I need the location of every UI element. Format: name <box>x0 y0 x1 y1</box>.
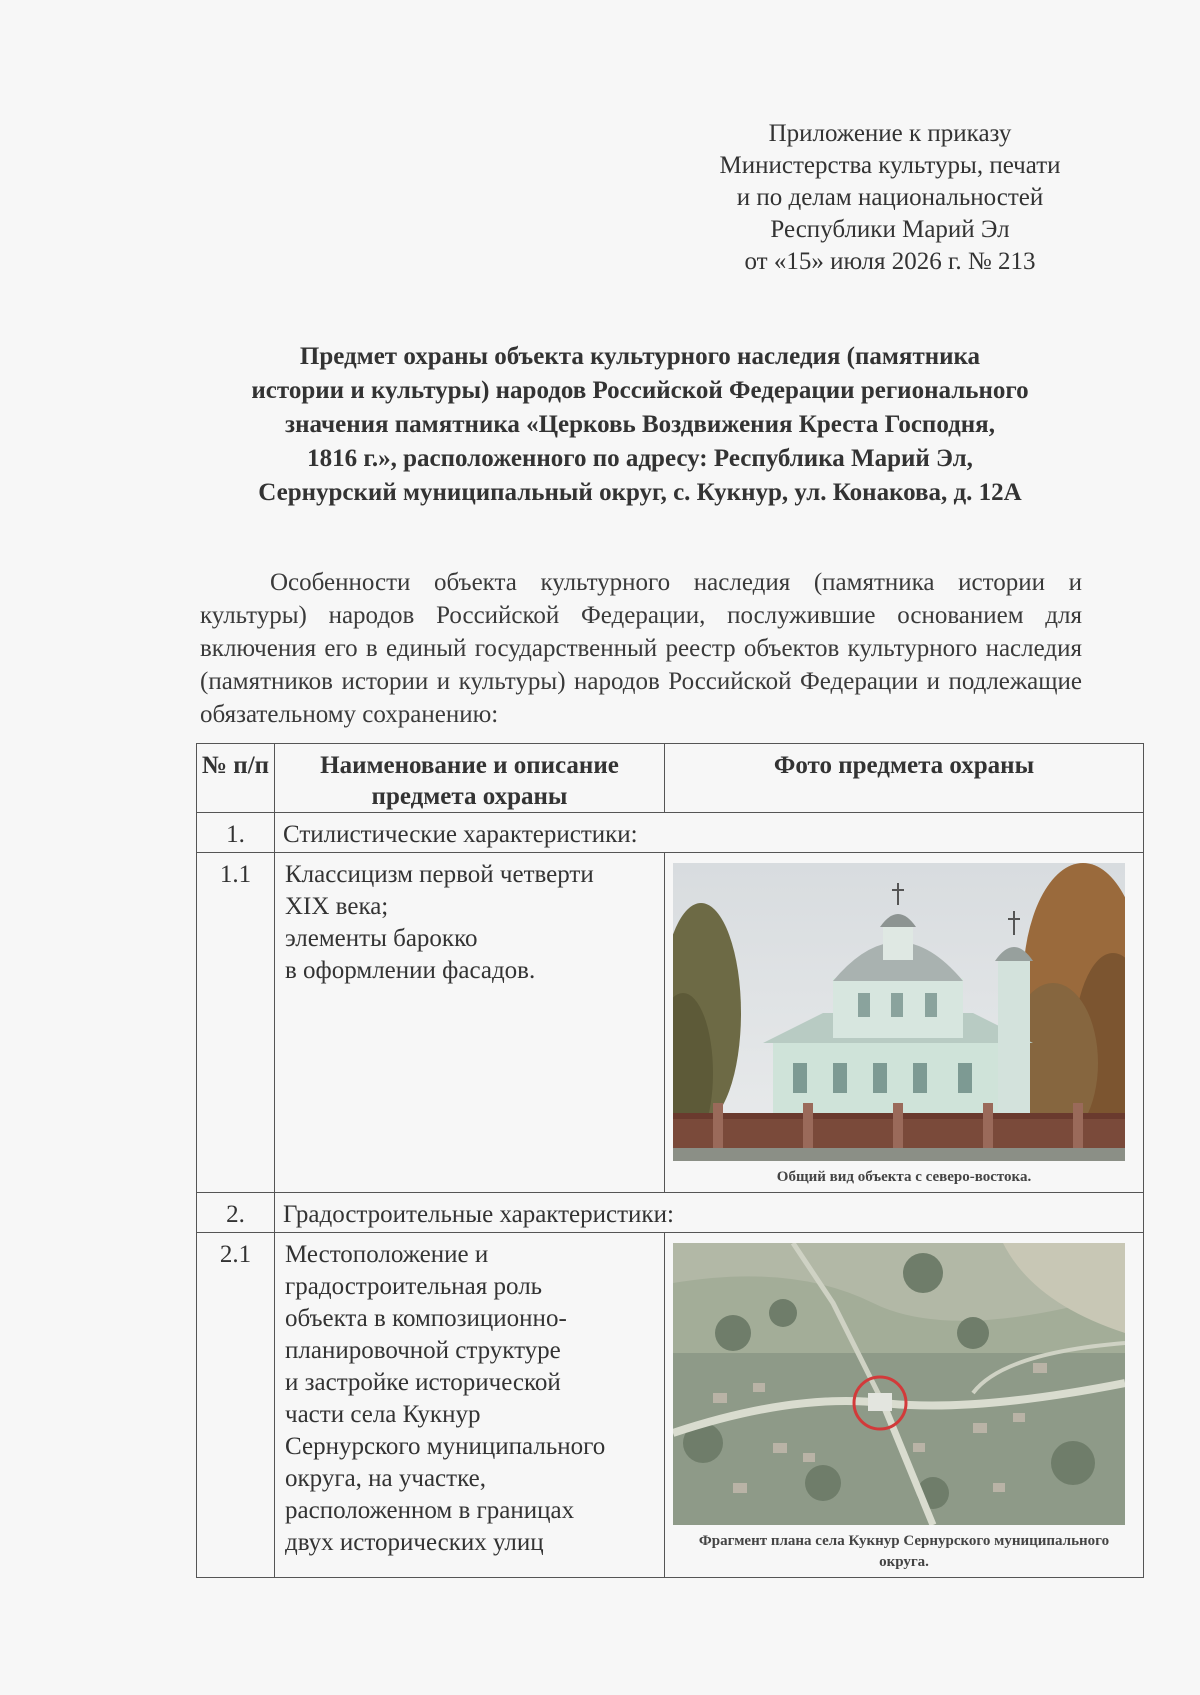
title-line: 1816 г.», расположенного по адресу: Республика Марий Эл, <box>307 445 973 472</box>
row-description <box>275 853 665 1193</box>
desc-line: Сернурского муниципального <box>285 1433 606 1460</box>
intro-paragraph <box>200 566 1082 731</box>
appendix-line: и по делам национальностей <box>736 184 1044 211</box>
section-row-1 <box>197 813 1144 853</box>
document-title <box>180 340 1100 510</box>
section-num: 2. <box>197 1193 275 1233</box>
protection-table <box>196 743 1144 1578</box>
table-header-row <box>197 744 1144 813</box>
desc-line: Местоположение и <box>285 1241 489 1268</box>
section-title: Градостроительные характеристики: <box>275 1193 1144 1233</box>
desc-line: объекта в композиционно- <box>285 1305 567 1332</box>
header-name: Наименование и описание предмета охраны <box>275 744 665 813</box>
desc-line: части села Кукнур <box>285 1401 481 1428</box>
desc-line: планировочной структуре <box>285 1337 561 1364</box>
appendix-line: Министерства культуры, печати <box>719 152 1061 179</box>
church-photo <box>673 863 1125 1161</box>
photo-cell <box>665 853 1144 1193</box>
header-num: № п/п <box>197 744 275 813</box>
table-row <box>197 853 1144 1193</box>
desc-line: и застройке исторической <box>285 1369 561 1396</box>
desc-line: в оформлении фасадов. <box>285 957 536 984</box>
title-line: Сернурский муниципальный округ, с. Кукнур, ул. Конакова, д. 12А <box>258 479 1022 506</box>
section-row-2 <box>197 1193 1144 1233</box>
desc-line: Классицизм первой четверти <box>285 861 594 888</box>
row-num: 1.1 <box>197 853 275 1193</box>
aerial-map-photo <box>673 1243 1125 1525</box>
title-line: истории и культуры) народов Российской Федерации регионального <box>251 377 1029 404</box>
appendix-line: Республики Марий Эл <box>770 216 1010 243</box>
desc-line: двух исторических улиц <box>285 1529 544 1556</box>
section-num: 1. <box>197 813 275 853</box>
table-row <box>197 1233 1144 1578</box>
appendix-block <box>680 118 1100 278</box>
intro-text: Особенности объекта культурного наследия (памятника истории и культуры) народов Российской Федерации, послужившие основанием для включения его в единый государственный реестр объектов культурного наследия (памятников истории и культуры) народов Российской Федерации и подлежащие обязательному сохранению: <box>200 569 1082 728</box>
row-num: 2.1 <box>197 1233 275 1578</box>
title-line: значения памятника «Церковь Воздвижения Креста Господня, <box>285 411 995 438</box>
row-description <box>275 1233 665 1578</box>
photo-caption: Фрагмент плана села Кукнур Сернурского муниципального округа. <box>698 1533 1110 1570</box>
section-title: Стилистические характеристики: <box>275 813 1144 853</box>
desc-line: XIX века; <box>285 893 389 920</box>
header-photo: Фото предмета охраны <box>665 744 1144 813</box>
desc-line: округа, на участке, <box>285 1465 486 1492</box>
photo-caption: Общий вид объекта с северо-востока. <box>776 1169 1032 1185</box>
desc-line: расположенном в границах <box>285 1497 575 1524</box>
appendix-line: от «15» июля 2026 г. № 213 <box>744 248 1036 275</box>
desc-line: градостроительная роль <box>285 1273 543 1300</box>
appendix-line: Приложение к приказу <box>768 120 1012 147</box>
desc-line: элементы барокко <box>285 925 478 952</box>
title-line: Предмет охраны объекта культурного наследия (памятника <box>299 343 981 370</box>
photo-cell <box>665 1233 1144 1578</box>
